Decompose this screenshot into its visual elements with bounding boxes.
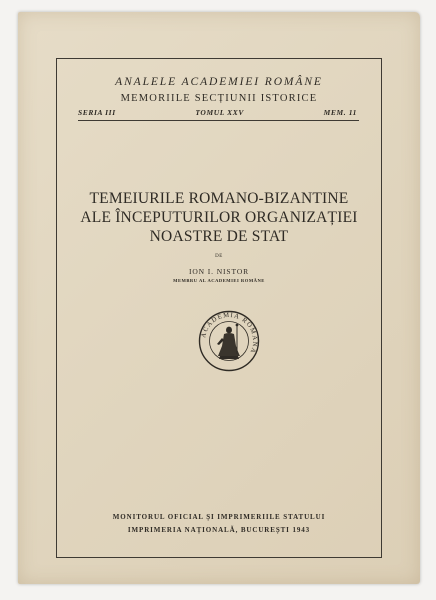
book-title-line-3: NOASTRE DE STAT bbox=[149, 228, 289, 245]
seria-label: SERIA III bbox=[78, 108, 116, 117]
series-info-row bbox=[78, 108, 357, 117]
header-divider bbox=[78, 120, 359, 121]
section-title: MEMORIILE SECȚIUNII ISTORICE bbox=[120, 93, 318, 104]
cover-frame bbox=[56, 58, 382, 558]
book-title-line-2: ALE ÎNCEPUTURILOR ORGANIZAȚIEI bbox=[80, 209, 358, 226]
mem-label: MEM. 11 bbox=[323, 108, 357, 117]
book-cover bbox=[18, 12, 420, 584]
tomul-label: TOMUL XXV bbox=[195, 108, 244, 117]
byline-de: DE bbox=[215, 254, 223, 259]
seal-text: ACADEMIA ROMANA bbox=[200, 311, 259, 355]
publisher-line-2: IMPRIMERIA NAȚIONALĂ, BUCUREȘTI 1943 bbox=[127, 526, 311, 534]
academy-seal-icon bbox=[198, 310, 260, 372]
book-title-line-1: TEMEIURILE ROMANO-BIZANTINE bbox=[89, 190, 349, 207]
author-title: MEMBRU AL ACADEMIEI ROMÂNE bbox=[173, 278, 265, 283]
series-title: ANALELE ACADEMIEI ROMÂNE bbox=[115, 76, 323, 88]
publisher-line-1: MONITORUL OFICIAL ȘI IMPRIMERIILE STATULUI bbox=[112, 513, 326, 521]
author-name: ION I. NISTOR bbox=[188, 267, 250, 276]
